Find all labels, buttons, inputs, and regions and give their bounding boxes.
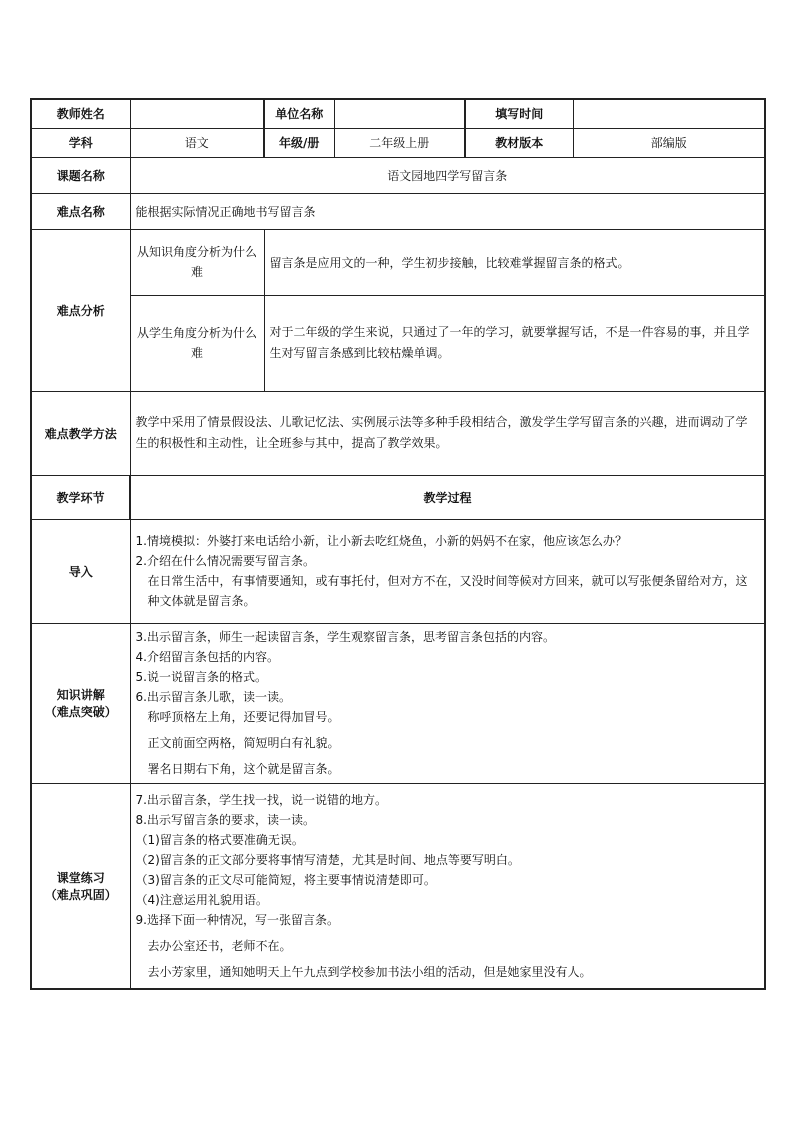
fill-date-value[interactable] [573, 99, 765, 128]
rhyme-line-1: 称呼顶格左上角，还要记得加冒号。 [147, 710, 340, 724]
knowledge-angle-text: 留言条是应用文的一种，学生初步接触，比较难掌握留言条的格式。 [264, 229, 765, 295]
practice-line-7: 9.选择下面一种情况，写一张留言条。 [135, 912, 339, 927]
knowledge-line-3: 5.说一说留言条的格式。 [135, 670, 267, 684]
subject-label: 学科 [31, 128, 130, 157]
grade-value: 二年级上册 [334, 128, 465, 157]
practice-line-6: （4)注意运用礼貌用语。 [135, 892, 268, 907]
fill-date-label: 填写时间 [465, 99, 573, 128]
knowledge-line-1: 3.出示留言条，师生一起读留言条，学生观察留言条，思考留言条包括的内容。 [135, 630, 555, 644]
practice-line-4: （2)留言条的正文部分要将事情写清楚，尤其是时间、地点等要写明白。 [135, 852, 520, 867]
student-angle-label: 从学生角度分析为什么难 [130, 295, 264, 391]
knowledge-label-line-1: 知识讲解 [56, 688, 105, 702]
rhyme-line-3: 署名日期右下角，这个就是留言条。 [147, 762, 340, 776]
knowledge-label-line-2: （难点突破） [44, 705, 117, 719]
practice-line-1: 7.出示留言条，学生找一找，说一说错的地方。 [135, 792, 387, 807]
knowledge-section-label [31, 623, 130, 783]
lesson-title-value: 语文园地四学写留言条 [130, 157, 765, 193]
teacher-name-label: 教师姓名 [31, 99, 130, 128]
teaching-method-label: 难点教学方法 [31, 391, 130, 475]
practice-section-label [31, 783, 130, 989]
rhyme-line-2: 正文前面空两格，简短明白有礼貌。 [147, 736, 340, 750]
knowledge-angle-label: 从知识角度分析为什么难 [130, 229, 264, 295]
practice-line-8: 去办公室还书，老师不在。 [147, 938, 292, 953]
intro-line-2: 2.介绍在什么情况需要写留言条。 [135, 554, 315, 568]
edition-label: 教材版本 [465, 128, 573, 157]
practice-line-5: （3)留言条的正文尽可能简短，将主要事情说清楚即可。 [135, 872, 436, 887]
teaching-method-text: 教学中采用了情景假设法、儿歌记忆法、实例展示法等多种手段相结合，激发学生学写留言条的兴趣，进而调动了学生的积极性和主动性，让全班参与其中，提高了教学效果。 [130, 391, 765, 475]
knowledge-line-4: 6.出示留言条儿歌，读一读。 [135, 690, 291, 704]
unit-name-value[interactable] [334, 99, 465, 128]
grade-label: 年级/册 [264, 128, 334, 157]
intro-line-1: 1.情境模拟：外婆打来电话给小新，让小新去吃红烧鱼，小新的妈妈不在家，他应该怎么办？ [135, 534, 627, 548]
edition-value: 部编版 [573, 128, 765, 157]
practice-label-line-2: （难点巩固） [44, 887, 117, 902]
knowledge-content [130, 623, 765, 783]
intro-line-3: 在日常生活中，有事情要通知，或有事托付，但对方不在，又没时间等候对方回来，就可以写张便条留给对方，这种文体就是留言条。 [147, 574, 748, 608]
student-angle-text: 对于二年级的学生来说，只通过了一年的学习，就要掌握写话，不是一件容易的事，并且学生对写留言条感到比较枯燥单调。 [264, 295, 765, 391]
practice-line-3: （1)留言条的格式要准确无误。 [135, 832, 304, 847]
practice-content [130, 783, 765, 989]
difficulty-name-label: 难点名称 [31, 193, 130, 229]
difficulty-name-value: 能根据实际情况正确地书写留言条 [130, 193, 765, 229]
practice-line-9: 去小芳家里，通知她明天上午九点到学校参加书法小组的活动，但是她家里没有人。 [147, 964, 592, 979]
teaching-process-header: 教学过程 [130, 475, 765, 519]
intro-content [130, 519, 765, 623]
teaching-stage-header: 教学环节 [31, 475, 130, 519]
unit-name-label: 单位名称 [264, 99, 334, 128]
lesson-title-label: 课题名称 [31, 157, 130, 193]
practice-label-line-1: 课堂练习 [56, 870, 105, 885]
practice-line-2: 8.出示写留言条的要求，读一读。 [135, 812, 315, 827]
intro-label: 导入 [31, 519, 130, 623]
difficulty-analysis-label: 难点分析 [31, 229, 130, 391]
knowledge-line-2: 4.介绍留言条包括的内容。 [135, 650, 279, 664]
teacher-name-value[interactable] [130, 99, 264, 128]
lesson-design-table [30, 98, 766, 990]
subject-value: 语文 [130, 128, 264, 157]
